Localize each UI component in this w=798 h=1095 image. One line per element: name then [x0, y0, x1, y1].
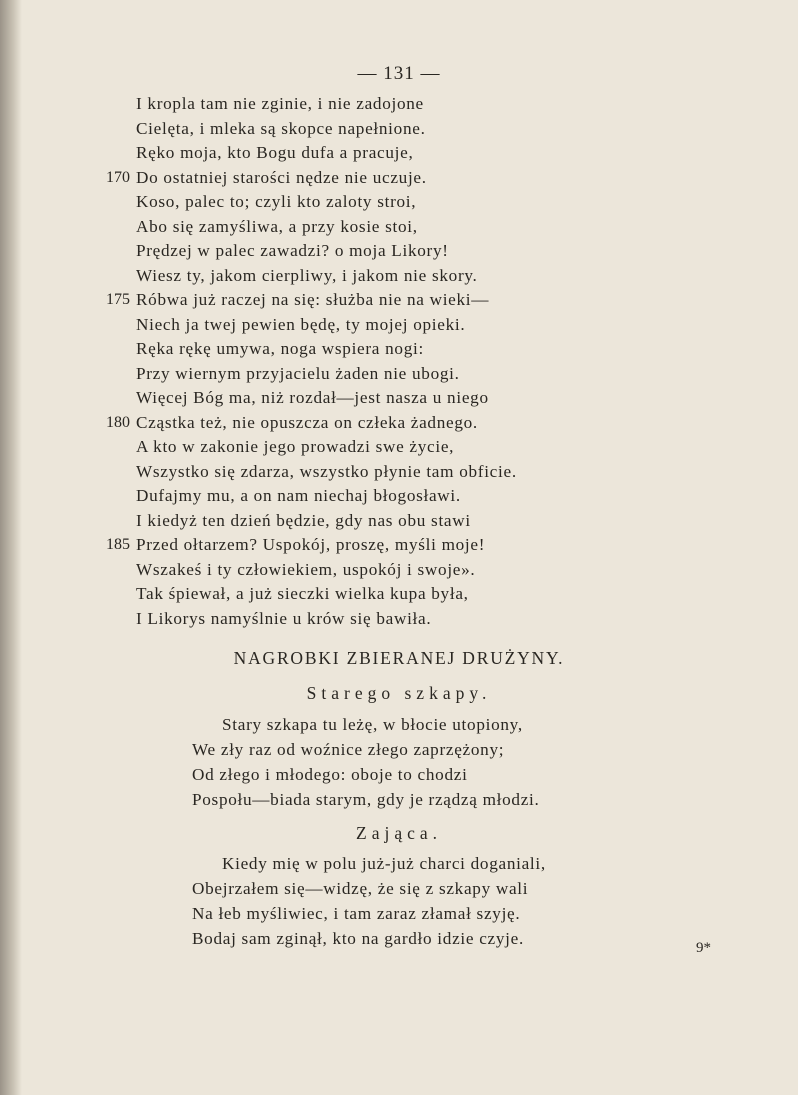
epitaph-line: Na łeb myśliwiec, i tam zaraz złamał szyję. — [192, 904, 521, 923]
poem-line — [106, 411, 736, 436]
poem-line-text: Wiesz ty, jakom cierpliwy, i jakom nie skory. — [136, 265, 478, 285]
poem-line-text: Przed ołtarzem? Uspokój, proszę, myśli moje! — [136, 535, 486, 554]
poem-line — [136, 215, 736, 240]
poem-line — [136, 509, 736, 534]
poem-line-text: Prędzej w palec zawadzi? o moja Likory! — [136, 241, 449, 260]
poem-line-text: Niech ja twej pewien będę, ty mojej opieki. — [136, 314, 466, 334]
epitaph-line: Bodaj sam zginął, kto na gardło idzie czyje. — [192, 929, 524, 948]
epitaph-line: We zły raz od woźnice złego zaprzężony; — [192, 740, 505, 759]
epitaph-line: Obejrzałem się—widzę, że się z szkapy wali — [192, 879, 529, 898]
poem-line-text: Ręka rękę umywa, noga wspiera nogi: — [136, 339, 424, 358]
poem-line — [106, 533, 736, 558]
book-spine-shadow — [0, 0, 22, 1095]
section-title: NAGROBKI ZBIERANEJ DRUŻYNY. — [233, 648, 565, 668]
poem-line — [136, 264, 736, 289]
poem-line-text: Dufajmy mu, a on nam niechaj błogosławi. — [136, 486, 461, 505]
poem-line-text: Cząstka też, nie opuszcza on człeka żadnego. — [136, 412, 478, 432]
poem-line-text: Cielęta, i mleka są skopce napełnione. — [136, 118, 426, 138]
poem-line-text: Więcej Bóg ma, niż rozdał—jest nasza u niego — [136, 388, 489, 407]
poem-line — [136, 190, 736, 215]
poem-line-text: I kiedyż ten dzień będzie, gdy nas obu stawi — [136, 510, 471, 530]
line-number: 180 — [106, 413, 130, 431]
poem-line-text: Róbwa już raczej na się: służba nie na wieki— — [136, 290, 490, 309]
epitaph-title-1: Starego szkapy. — [306, 683, 492, 703]
epitaph-title-2: Zająca. — [356, 823, 442, 843]
poem-line-text: Ręko moja, kto Bogu dufa a pracuje, — [136, 143, 414, 162]
epitaph-1 — [192, 712, 752, 812]
epitaph-line: Pospołu—biada starym, gdy je rządzą młodzi. — [192, 790, 540, 809]
signature-mark: 9* — [696, 940, 711, 956]
poem-line-text: A kto w zakonie jego prowadzi swe życie, — [136, 437, 455, 456]
poem-line — [136, 582, 736, 607]
poem-line-text: Wszakeś i ty człowiekiem, uspokój i swoje». — [136, 559, 476, 579]
poem-line — [136, 239, 736, 264]
poem-line-text: I Likorys namyślnie u krów się bawiła. — [136, 608, 432, 628]
page-number-header: — 131 — — [357, 63, 441, 84]
poem-line-text: I kropla tam nie zginie, i nie zadojone — [136, 94, 424, 113]
poem-line — [136, 92, 736, 117]
poem-line — [136, 435, 736, 460]
epitaph-line: Kiedy mię w polu już-już charci doganiali, — [222, 854, 546, 873]
poem-line-text: Wszystko się zdarza, wszystko płynie tam obficie. — [136, 461, 517, 481]
poem-line-text: Przy wiernym przyjacielu żaden nie ubogi. — [136, 363, 460, 383]
poem-line — [136, 558, 736, 583]
epitaph-line: Od złego i młodego: oboje to chodzi — [192, 765, 468, 784]
poem-line — [136, 607, 736, 632]
poem-block — [106, 92, 736, 631]
poem-line — [136, 362, 736, 387]
line-number: 175 — [106, 291, 130, 308]
poem-line — [106, 166, 736, 191]
poem-line — [136, 460, 736, 485]
poem-line — [136, 337, 736, 362]
poem-line-text: Abo się zamyśliwa, a przy kosie stoi, — [136, 216, 418, 236]
poem-line-text: Do ostatniej starości nędze nie uczuje. — [136, 167, 427, 187]
poem-line — [136, 386, 736, 411]
epitaph-2 — [192, 851, 752, 951]
line-number: 170 — [106, 168, 130, 186]
epitaph-line: Stary szkapa tu leżę, w błocie utopiony, — [222, 715, 523, 734]
poem-line-text: Koso, palec to; czyli kto zaloty stroi, — [136, 192, 417, 211]
poem-line — [106, 288, 736, 313]
poem-line — [136, 313, 736, 338]
poem-line-text: Tak śpiewał, a już sieczki wielka kupa była, — [136, 584, 469, 603]
line-number: 185 — [106, 536, 130, 553]
poem-line — [136, 141, 736, 166]
poem-line — [136, 117, 736, 142]
poem-line — [136, 484, 736, 509]
